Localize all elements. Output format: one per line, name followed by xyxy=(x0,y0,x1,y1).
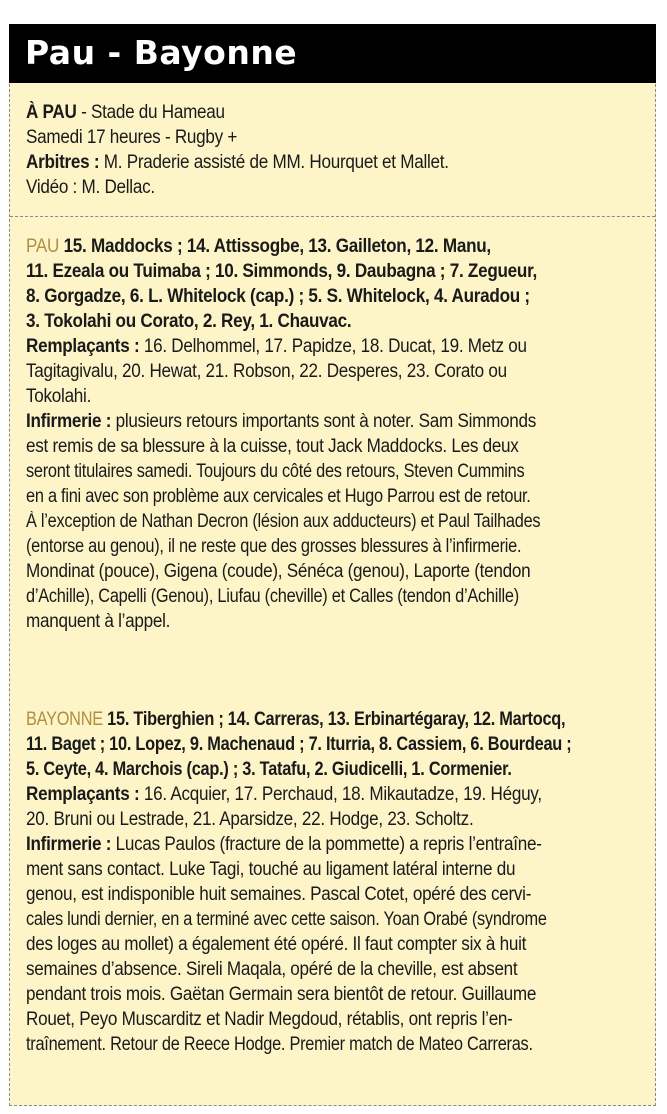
pau-lineup-line: 8. Gorgadze, 6. L. Whitelock (cap.) ; 5. S. Whitelock, 4. Auradou ; xyxy=(26,286,530,307)
pau-injury-line: seront titulaires samedi. Toujours du côté des retours, Steven Cummins xyxy=(26,461,525,482)
location-line xyxy=(26,100,582,125)
pau-section xyxy=(26,234,644,634)
bayonne-injury-line: cales lundi dernier, en a terminé avec cette saison. Yoan Orabé (syndrome xyxy=(26,909,547,930)
bayonne-injury-line: Rouet, Peyo Muscarditz et Nadir Megdoud, rétablis, ont repris l’en- xyxy=(26,1009,513,1030)
pau-injury-line: d’Achille), Capelli (Genou), Liufau (cheville) et Calles (tendon d’Achille) xyxy=(26,586,519,607)
pau-lineup-line: 11. Ezeala ou Tuimaba ; 10. Simmonds, 9. Daubagna ; 7. Zegueur, xyxy=(26,261,538,282)
bayonne-injury-line: des loges au mollet) a également été opéré. Il faut compter six à huit xyxy=(26,934,527,955)
bayonne-injury-line: pendant trois mois. Gaëtan Germain sera bientôt de retour. Guillaume xyxy=(26,984,537,1005)
pau-subs-line: Remplaçants : 16. Delhommel, 17. Papidze, 18. Ducat, 19. Metz ou xyxy=(26,336,527,357)
bayonne-injury-line: genou, est indisponible huit semaines. Pascal Cotet, opéré des cervi- xyxy=(26,884,532,905)
bayonne-lineup-line: 11. Baget ; 10. Lopez, 9. Machenaud ; 7. Iturria, 8. Cassiem, 6. Bourdeau ; xyxy=(26,734,572,755)
pau-injury-label: Infirmerie : xyxy=(26,411,112,432)
pau-lineup-line: 3. Tokolahi ou Corato, 2. Rey, 1. Chauvac. xyxy=(26,311,352,332)
section-divider xyxy=(10,216,655,217)
bayonne-subs-line: Remplaçants : 16. Acquier, 17. Perchaud, 18. Mikautadze, 19. Héguy, xyxy=(26,784,542,805)
pau-subs-label: Remplaçants : xyxy=(26,336,140,357)
title-bar xyxy=(9,24,656,83)
pau-injury-line: manquent à l’appel. xyxy=(26,611,171,632)
bayonne-lineup-line: BAYONNE 15. Tiberghien ; 14. Carreras, 13. Erbinartégaray, 12. Martocq, xyxy=(26,709,566,730)
referees-label: Arbitres : xyxy=(26,152,100,173)
match-title: Pau - Bayonne xyxy=(25,33,298,72)
pau-injury-line: Infirmerie : plusieurs retours importants sont à noter. Sam Simmonds xyxy=(26,411,537,432)
pau-injury-line: (entorse au genou), il ne reste que des grosses blessures à l’infirmerie. xyxy=(26,536,522,557)
referees-line xyxy=(26,150,582,175)
bayonne-team-name: BAYONNE xyxy=(26,709,103,730)
match-info xyxy=(26,100,644,200)
bayonne-subs-label: Remplaçants : xyxy=(26,784,140,805)
bayonne-injury-line: Infirmerie : Lucas Paulos (fracture de la pommette) a repris l’entraîne- xyxy=(26,834,542,855)
bayonne-injury-label: Infirmerie : xyxy=(26,834,112,855)
location-venue: - Stade du Hameau xyxy=(76,102,225,123)
pau-injury-line: Mondinat (pouce), Gigena (coude), Sénéca (genou), Laporte (tendon xyxy=(26,561,531,582)
kickoff-time: Samedi 17 heures - Rugby + xyxy=(26,127,238,148)
bayonne-section xyxy=(26,707,644,1057)
bayonne-subs-line: 20. Bruni ou Lestrade, 21. Aparsidze, 22. Hodge, 23. Scholtz. xyxy=(26,809,474,830)
pau-subs-line: Tokolahi. xyxy=(26,386,92,407)
pau-subs-line: Tagitagivalu, 20. Hewat, 21. Robson, 22. Desperes, 23. Corato ou xyxy=(26,361,507,382)
pau-team-name: PAU xyxy=(26,236,60,257)
bayonne-lineup-line: 5. Ceyte, 4. Marchois (cap.) ; 3. Tatafu, 2. Giudicelli, 1. Cormenier. xyxy=(26,759,512,780)
pau-injury-line: en a fini avec son problème aux cervicales et Hugo Parrou est de retour. xyxy=(26,486,531,507)
bayonne-injury-line: ment sans contact. Luke Tagi, touché au ligament latéral interne du xyxy=(26,859,516,880)
video-referee: Vidéo : M. Dellac. xyxy=(26,177,155,198)
pau-lineup-line: PAU 15. Maddocks ; 14. Attissogbe, 13. Gailleton, 12. Manu, xyxy=(26,236,491,257)
referees-text: M. Praderie assisté de MM. Hourquet et Mallet. xyxy=(99,152,449,173)
bayonne-injury-line: traînement. Retour de Reece Hodge. Premier match de Mateo Carreras. xyxy=(26,1034,533,1055)
pau-injury-line: À l’exception de Nathan Decron (lésion aux adducteurs) et Paul Tailhades xyxy=(26,511,541,532)
pau-injury-line: est remis de sa blessure à la cuisse, tout Jack Maddocks. Les deux xyxy=(26,436,519,457)
location-label: À PAU xyxy=(26,102,77,123)
bayonne-injury-line: semaines d’absence. Sireli Maqala, opéré de la cheville, est absent xyxy=(26,959,518,980)
